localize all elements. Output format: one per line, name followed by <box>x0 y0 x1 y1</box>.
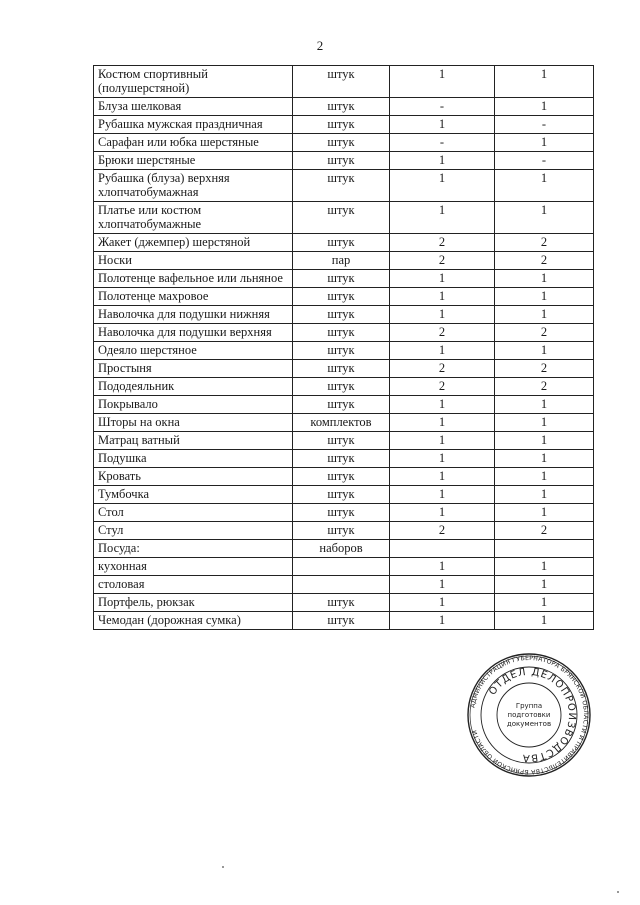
table-row <box>94 576 594 594</box>
table-row <box>94 540 594 558</box>
item-quantity-cell: 2 <box>390 324 495 342</box>
item-name-cell: Тумбочка <box>94 486 293 504</box>
item-quantity-cell: - <box>390 134 495 152</box>
item-name-cell: столовая <box>94 576 293 594</box>
item-unit-cell: комплектов <box>293 414 390 432</box>
item-unit-cell: штук <box>293 116 390 134</box>
item-unit-cell: штук <box>293 360 390 378</box>
item-unit-cell <box>293 558 390 576</box>
item-quantity-cell: 1 <box>390 450 495 468</box>
item-name-cell: Полотенце махровое <box>94 288 293 306</box>
item-quantity-cell: 2 <box>495 324 594 342</box>
item-quantity-cell: 1 <box>390 202 495 234</box>
item-unit-cell: штук <box>293 66 390 98</box>
item-unit-cell: штук <box>293 234 390 252</box>
svg-text:документов: документов <box>506 720 552 728</box>
item-name-cell: кухонная <box>94 558 293 576</box>
svg-text:Группа: Группа <box>515 702 543 710</box>
item-name-cell: Посуда: <box>94 540 293 558</box>
item-quantity-cell: 2 <box>390 234 495 252</box>
item-name-cell: Жакет (джемпер) шерстяной <box>94 234 293 252</box>
item-quantity-cell: 1 <box>495 558 594 576</box>
stamp-seal <box>466 652 592 778</box>
item-quantity-cell: 1 <box>495 396 594 414</box>
items-table <box>93 65 594 630</box>
item-name-cell: Сарафан или юбка шерстяные <box>94 134 293 152</box>
item-quantity-cell: 1 <box>495 432 594 450</box>
table-row <box>94 98 594 116</box>
table-row <box>94 486 594 504</box>
item-name-cell: Пододеяльник <box>94 378 293 396</box>
item-quantity-cell: - <box>390 98 495 116</box>
table-row <box>94 306 594 324</box>
item-quantity-cell: 1 <box>495 504 594 522</box>
item-quantity-cell: 1 <box>390 396 495 414</box>
item-unit-cell: штук <box>293 378 390 396</box>
svg-text:АДМИНИСТРАЦИЯ ГУБЕРНАТОРА БРЯН: АДМИНИСТРАЦИЯ ГУБЕРНАТОРА БРЯНСКОЙ ОБЛАСТИ И ПРАВИТЕЛЬСТВА БРЯНСКОЙ ОБЛАСТИ <box>469 654 590 776</box>
svg-text:ОТДЕЛ ДЕЛОПРОИЗВОДСТВА: ОТДЕЛ ДЕЛОПРОИЗВОДСТВА <box>487 666 578 764</box>
item-quantity-cell: 1 <box>390 432 495 450</box>
item-name-cell: Рубашка (блуза) верхняя хлопчатобумажная <box>94 170 293 202</box>
table-row <box>94 378 594 396</box>
item-quantity-cell: 1 <box>495 450 594 468</box>
item-quantity-cell: 1 <box>495 170 594 202</box>
item-quantity-cell: 2 <box>390 252 495 270</box>
item-name-cell: Наволочка для подушки верхняя <box>94 324 293 342</box>
item-name-cell: Полотенце вафельное или льняное <box>94 270 293 288</box>
item-unit-cell: штук <box>293 594 390 612</box>
item-unit-cell: штук <box>293 504 390 522</box>
item-name-cell: Наволочка для подушки нижняя <box>94 306 293 324</box>
item-unit-cell: наборов <box>293 540 390 558</box>
item-unit-cell: штук <box>293 306 390 324</box>
table-row <box>94 396 594 414</box>
item-unit-cell <box>293 576 390 594</box>
item-name-cell: Матрац ватный <box>94 432 293 450</box>
item-quantity-cell: - <box>495 152 594 170</box>
item-quantity-cell: 1 <box>390 504 495 522</box>
item-quantity-cell: 1 <box>390 486 495 504</box>
item-quantity-cell: 1 <box>495 486 594 504</box>
item-quantity-cell: 1 <box>390 414 495 432</box>
table-row <box>94 234 594 252</box>
item-quantity-cell: 1 <box>390 152 495 170</box>
item-unit-cell: пар <box>293 252 390 270</box>
item-unit-cell: штук <box>293 450 390 468</box>
item-name-cell: Носки <box>94 252 293 270</box>
item-unit-cell: штук <box>293 396 390 414</box>
item-quantity-cell: 2 <box>495 234 594 252</box>
item-quantity-cell: 1 <box>390 170 495 202</box>
table-row <box>94 414 594 432</box>
item-name-cell: Блуза шелковая <box>94 98 293 116</box>
table-row <box>94 342 594 360</box>
item-quantity-cell: 2 <box>495 252 594 270</box>
item-unit-cell: штук <box>293 612 390 630</box>
table-row <box>94 522 594 540</box>
item-unit-cell: штук <box>293 202 390 234</box>
item-quantity-cell: 1 <box>495 306 594 324</box>
item-quantity-cell: 1 <box>390 594 495 612</box>
item-quantity-cell: 1 <box>390 612 495 630</box>
table-row <box>94 468 594 486</box>
table-row <box>94 134 594 152</box>
item-name-cell: Подушка <box>94 450 293 468</box>
item-name-cell: Платье или костюм хлопчатобумажные <box>94 202 293 234</box>
item-quantity-cell: 2 <box>390 522 495 540</box>
item-unit-cell: штук <box>293 432 390 450</box>
item-quantity-cell: 1 <box>390 576 495 594</box>
item-quantity-cell: 1 <box>390 270 495 288</box>
item-name-cell: Костюм спортивный (полушерстяной) <box>94 66 293 98</box>
item-unit-cell: штук <box>293 270 390 288</box>
table-row <box>94 558 594 576</box>
item-quantity-cell: 2 <box>390 360 495 378</box>
table-row <box>94 152 594 170</box>
item-quantity-cell: 1 <box>390 342 495 360</box>
item-quantity-cell: 1 <box>390 288 495 306</box>
item-unit-cell: штук <box>293 152 390 170</box>
official-stamp <box>466 652 592 778</box>
item-quantity-cell: 1 <box>495 270 594 288</box>
item-name-cell: Стол <box>94 504 293 522</box>
table-row <box>94 170 594 202</box>
item-name-cell: Покрывало <box>94 396 293 414</box>
table-row <box>94 270 594 288</box>
item-quantity-cell: 1 <box>495 66 594 98</box>
item-quantity-cell: 1 <box>390 468 495 486</box>
item-quantity-cell: - <box>495 116 594 134</box>
table-row <box>94 202 594 234</box>
item-quantity-cell: 2 <box>495 360 594 378</box>
table-row <box>94 450 594 468</box>
item-quantity-cell: 1 <box>495 98 594 116</box>
item-unit-cell: штук <box>293 324 390 342</box>
item-unit-cell: штук <box>293 170 390 202</box>
item-quantity-cell: 1 <box>495 288 594 306</box>
table-row <box>94 594 594 612</box>
item-name-cell: Одеяло шерстяное <box>94 342 293 360</box>
table-row <box>94 324 594 342</box>
item-unit-cell: штук <box>293 288 390 306</box>
item-quantity-cell: 1 <box>495 594 594 612</box>
item-unit-cell: штук <box>293 134 390 152</box>
item-quantity-cell <box>390 540 495 558</box>
item-quantity-cell: 1 <box>495 468 594 486</box>
item-unit-cell: штук <box>293 342 390 360</box>
page-number: 2 <box>316 38 324 53</box>
item-quantity-cell: 1 <box>390 306 495 324</box>
items-table-body <box>94 66 594 630</box>
item-name-cell: Чемодан (дорожная сумка) <box>94 612 293 630</box>
item-quantity-cell: 1 <box>390 66 495 98</box>
item-unit-cell: штук <box>293 468 390 486</box>
item-unit-cell: штук <box>293 486 390 504</box>
table-row <box>94 288 594 306</box>
table-row <box>94 612 594 630</box>
item-quantity-cell: 2 <box>495 522 594 540</box>
item-name-cell: Брюки шерстяные <box>94 152 293 170</box>
item-quantity-cell: 1 <box>495 576 594 594</box>
table-row <box>94 360 594 378</box>
item-quantity-cell: 1 <box>495 612 594 630</box>
item-quantity-cell: 2 <box>495 378 594 396</box>
table-row <box>94 432 594 450</box>
item-quantity-cell: 1 <box>495 342 594 360</box>
table-row <box>94 252 594 270</box>
table-row <box>94 66 594 98</box>
item-quantity-cell: 1 <box>390 116 495 134</box>
item-name-cell: Кровать <box>94 468 293 486</box>
item-name-cell: Рубашка мужская праздничная <box>94 116 293 134</box>
item-quantity-cell: 1 <box>390 558 495 576</box>
item-name-cell: Простыня <box>94 360 293 378</box>
item-name-cell: Портфель, рюкзак <box>94 594 293 612</box>
svg-text:подготовки: подготовки <box>507 711 551 719</box>
table-row <box>94 504 594 522</box>
scan-speck <box>222 866 224 868</box>
item-unit-cell: штук <box>293 98 390 116</box>
item-quantity-cell: 1 <box>495 134 594 152</box>
item-unit-cell: штук <box>293 522 390 540</box>
item-name-cell: Стул <box>94 522 293 540</box>
item-quantity-cell: 2 <box>390 378 495 396</box>
item-quantity-cell: 1 <box>495 414 594 432</box>
table-row <box>94 116 594 134</box>
item-quantity-cell <box>495 540 594 558</box>
scan-speck <box>617 891 619 893</box>
item-name-cell: Шторы на окна <box>94 414 293 432</box>
item-quantity-cell: 1 <box>495 202 594 234</box>
